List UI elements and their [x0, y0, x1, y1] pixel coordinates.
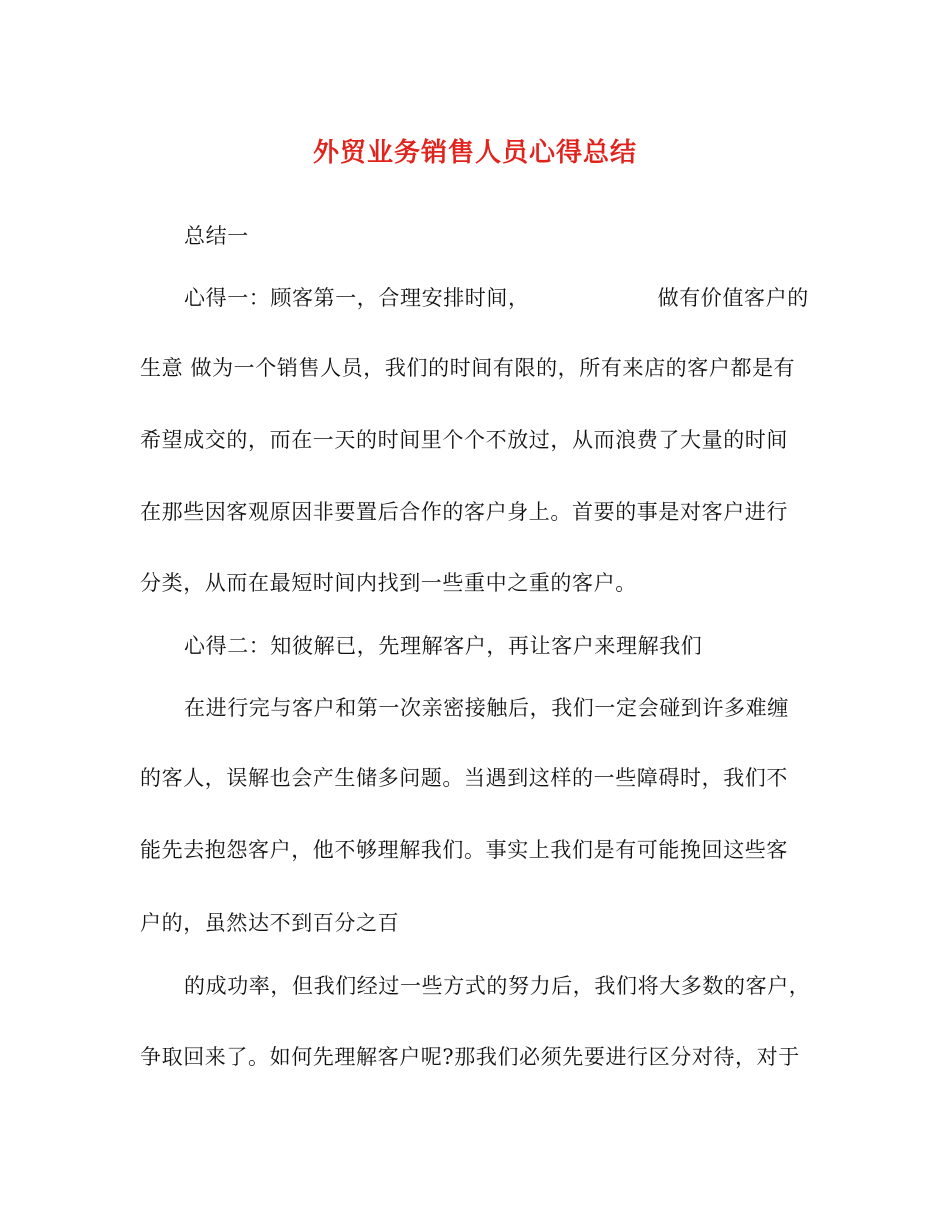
paragraph-line: 在进行完与客户和第一次亲密接触后，我们一定会碰到许多难缠	[184, 696, 789, 720]
paragraph-line: 户的，虽然达不到百分之百	[140, 911, 400, 935]
paragraph-line: 分类，从而在最短时间内找到一些重中之重的客户。	[140, 571, 637, 595]
paragraph-line: 在那些因客观原因非要置后合作的客户身上。首要的事是对客户进行	[140, 500, 788, 524]
document-title: 外贸业务销售人员心得总结	[312, 138, 637, 168]
paragraph-line: 能先去抱怨客户，他不够理解我们。事实上我们是有可能挽回这些客	[140, 838, 788, 862]
paragraph-line: 争取回来了。如何先理解客户呢?那我们必须先要进行区分对待，对于	[140, 1045, 800, 1069]
paragraph-line	[184, 283, 809, 313]
paragraph-line: 希望成交的，而在一天的时间里个个不放过，从而浪费了大量的时间	[140, 428, 788, 452]
paragraph-text: 做有价值客户的	[657, 286, 809, 310]
section-heading: 总结一	[184, 224, 249, 248]
paragraph-line: 生意 做为一个销售人员，我们的时间有限的，所有来店的客户都是有	[140, 356, 796, 380]
section-heading: 心得二：知彼解已，先理解客户，再让客户来理解我们	[184, 634, 703, 658]
paragraph-text: 心得一：顾客第一，合理安排时间，	[184, 286, 530, 310]
paragraph-line: 的客人，误解也会产生储多问题。当遇到这样的一些障碍时，我们不	[140, 766, 788, 790]
paragraph-line: 的成功率，但我们经过一些方式的努力后，我们将大多数的客户，	[184, 974, 811, 998]
